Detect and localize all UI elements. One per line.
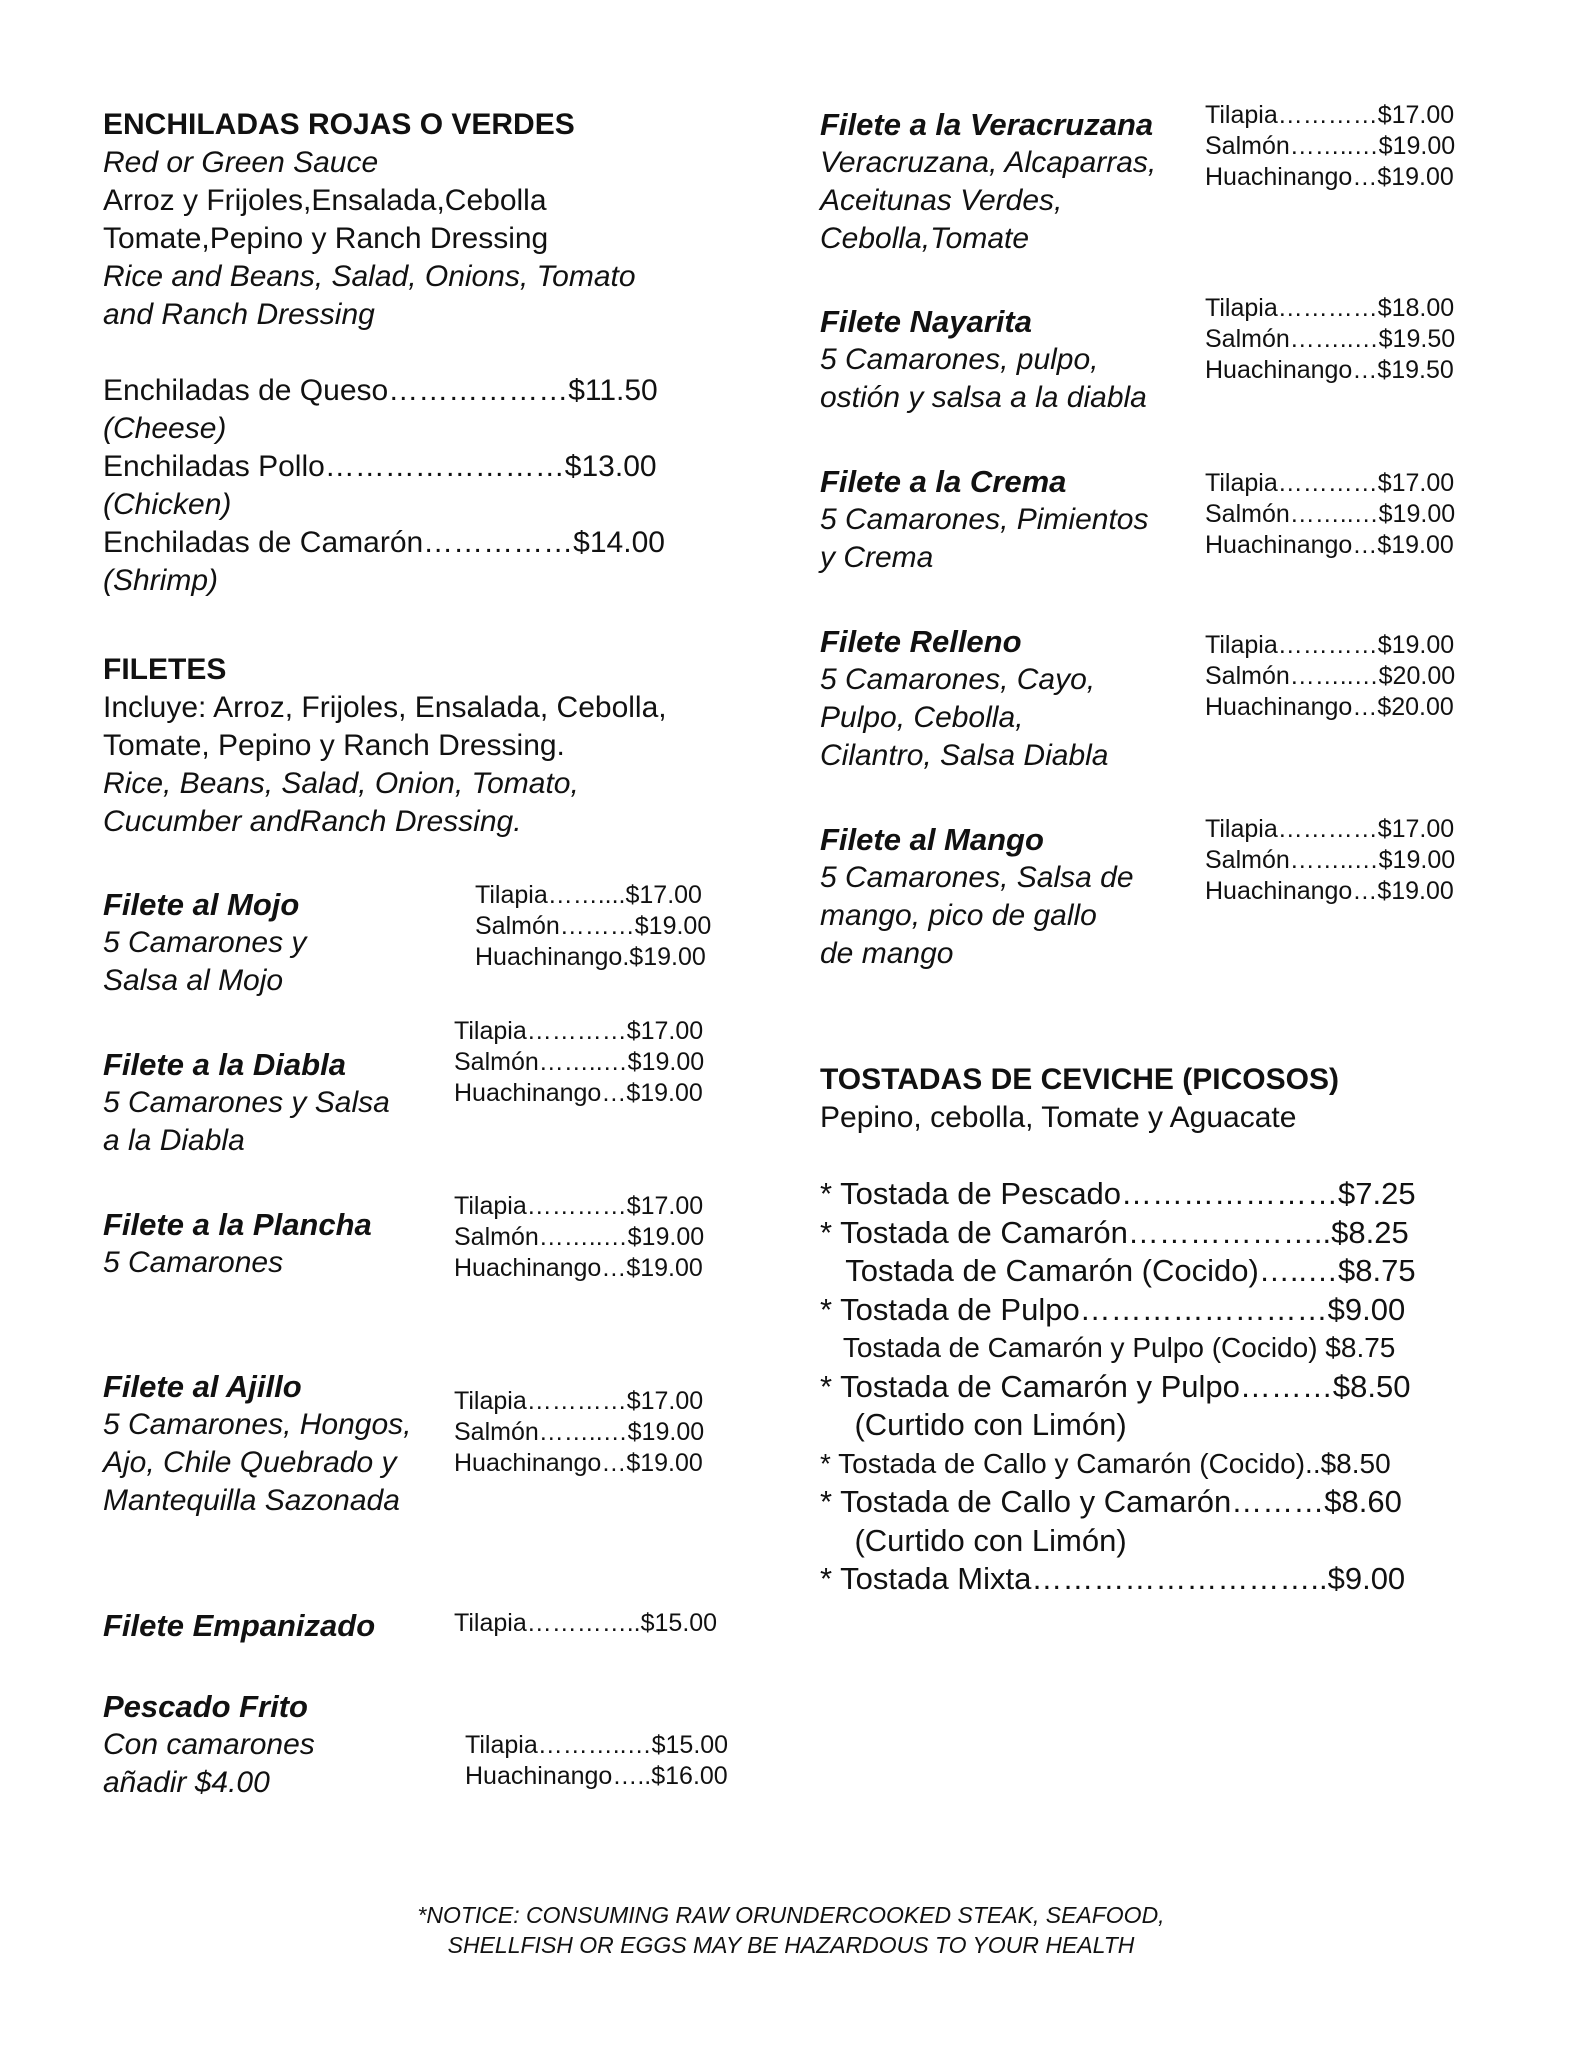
filete-item (103, 1206, 372, 1282)
filete-desc: 5 Camarones, pulpo, (820, 343, 1099, 376)
health-notice (0, 1900, 1582, 1960)
filete-desc: Veracruzana, Alcaparras, (820, 146, 1157, 179)
price-tilapia: Tilapia…………$17.00 (1205, 101, 1455, 129)
filetes-desc-es: Tomate, Pepino y Ranch Dressing. (103, 729, 565, 762)
filete-desc: Cilantro, Salsa Diabla (820, 739, 1109, 772)
filete-item (820, 821, 1134, 973)
tostada-item-note: (Curtido con Limón) (820, 1522, 1127, 1558)
price-huachinango: Huachinango…$19.00 (1205, 531, 1454, 559)
menu-item-translation: (Cheese) (103, 412, 227, 445)
tostada-item: * Tostada de Camarón y Pulpo………$8.50 (820, 1368, 1411, 1404)
tostadas-heading: TOSTADAS DE CEVICHE (PICOSOS) (820, 1063, 1339, 1096)
filete-item (103, 886, 306, 1000)
filete-item (103, 1607, 375, 1645)
price-salmon: Salmón……..…$19.00 (1205, 846, 1456, 874)
price-huachinango: Huachinango…$19.50 (1205, 356, 1454, 384)
price-tilapia: Tilapia……....$17.00 (475, 881, 702, 909)
filete-item (820, 106, 1156, 258)
filete-item (103, 1688, 315, 1802)
price-salmon: Salmón……..…$19.00 (454, 1223, 705, 1251)
filete-desc: Cebolla,Tomate (820, 222, 1030, 255)
tostada-item-note: (Curtido con Limón) (820, 1407, 1127, 1442)
filete-desc: 5 Camarones, Pimientos (820, 503, 1149, 536)
filete-title: Filete al Mojo (103, 887, 300, 922)
filete-prices (1205, 814, 1455, 907)
tostada-item: * Tostada de Callo y Camarón………$8.60 (820, 1484, 1402, 1519)
filete-desc: de mango (820, 937, 954, 970)
filete-desc: 5 Camarones, Hongos, (103, 1408, 412, 1441)
price-huachinango: Huachinango.$19.00 (475, 943, 706, 971)
menu-item-enchiladas-camaron: Enchiladas de Camarón……………$14.00 (103, 526, 665, 559)
price-salmon: Salmón………$19.00 (475, 912, 712, 940)
enchiladas-section (103, 106, 665, 600)
price-huachinango: Huachinango…$19.00 (454, 1254, 703, 1282)
price-salmon: Salmón……..…$19.50 (1205, 325, 1456, 353)
filete-title: Filete Nayarita (820, 304, 1032, 339)
enchiladas-desc-en: Rice and Beans, Salad, Onions, Tomato (103, 260, 636, 293)
enchiladas-desc-es: Arroz y Frijoles,Ensalada,Cebolla (103, 184, 547, 217)
filete-title: Filete al Ajillo (103, 1369, 302, 1404)
tostada-item: * Tostada de Camarón………………..$8.25 (820, 1214, 1409, 1250)
filete-prices (1205, 468, 1455, 561)
filetes-desc-es: Incluye: Arroz, Frijoles, Ensalada, Cebolla, (103, 691, 667, 724)
filetes-desc-en: Cucumber andRanch Dressing. (103, 805, 522, 838)
price-tilapia: Tilapia…………$17.00 (1205, 469, 1455, 497)
enchiladas-subtitle: Red or Green Sauce (103, 146, 379, 179)
notice-line: SHELLFISH OR EGGS MAY BE HAZARDOUS TO YOUR HEALTH (447, 1932, 1135, 1958)
filetes-section (103, 651, 667, 841)
price-huachinango: Huachinango…$19.00 (1205, 877, 1454, 905)
filete-desc: mango, pico de gallo (820, 899, 1097, 932)
price-huachinango: Huachinango…..$16.00 (465, 1762, 728, 1790)
filete-desc: 5 Camarones (103, 1246, 284, 1279)
price-tilapia: Tilapia………..…$15.00 (465, 1731, 729, 1759)
filete-title: Filete Relleno (820, 624, 1022, 659)
price-salmon: Salmón……..…$19.00 (1205, 500, 1456, 528)
filete-prices (454, 1016, 704, 1109)
filete-prices (454, 1608, 717, 1639)
price-salmon: Salmón……..…$19.00 (454, 1048, 705, 1076)
filete-title: Filete a la Crema (820, 464, 1067, 499)
filete-title: Pescado Frito (103, 1689, 308, 1724)
filetes-desc-en: Rice, Beans, Salad, Onion, Tomato, (103, 767, 579, 800)
filete-title: Filete a la Plancha (103, 1207, 372, 1242)
filete-item (820, 463, 1148, 577)
filete-title: Filete Empanizado (103, 1608, 376, 1643)
filete-prices (465, 1730, 728, 1792)
price-tilapia: Tilapia…………$19.00 (1205, 631, 1455, 659)
menu-item-enchiladas-pollo: Enchiladas Pollo……………………$13.00 (103, 450, 657, 483)
price-salmon: Salmón……..…$19.00 (454, 1418, 705, 1446)
price-tilapia: Tilapia…………$17.00 (454, 1192, 704, 1220)
filete-desc: Aceitunas Verdes, (820, 184, 1063, 217)
tostada-item: * Tostada de Pescado…………………$7.25 (820, 1176, 1416, 1211)
filete-item (103, 1368, 412, 1520)
tostada-item: * Tostada de Pulpo……………………$9.00 (820, 1291, 1406, 1327)
filete-title: Filete a la Veracruzana (820, 107, 1154, 142)
filete-desc: 5 Camarones, Salsa de (820, 861, 1134, 894)
filete-desc: y Crema (820, 541, 934, 574)
price-salmon: Salmón……..…$19.00 (1205, 132, 1456, 160)
price-huachinango: Huachinango…$19.00 (454, 1449, 703, 1477)
filetes-heading: FILETES (103, 653, 227, 686)
price-salmon: Salmón……..…$20.00 (1205, 662, 1456, 690)
price-tilapia: Tilapia…………$17.00 (1205, 815, 1455, 843)
filete-desc: 5 Camarones, Cayo, (820, 663, 1096, 696)
tostadas-section (820, 1061, 1339, 1137)
tostadas-desc: Pepino, cebolla, Tomate y Aguacate (820, 1101, 1297, 1134)
filete-item (820, 303, 1147, 417)
menu-item-translation: (Chicken) (103, 488, 232, 521)
filete-desc: Mantequilla Sazonada (103, 1484, 400, 1517)
filete-title: Filete al Mango (820, 822, 1044, 857)
price-huachinango: Huachinango…$19.00 (1205, 163, 1454, 191)
filete-desc: 5 Camarones y Salsa (103, 1086, 390, 1119)
enchiladas-desc-en: and Ranch Dressing (103, 298, 375, 331)
price-huachinango: Huachinango…$20.00 (1205, 693, 1454, 721)
tostada-item: Tostada de Camarón y Pulpo (Cocido) $8.75 (820, 1332, 1396, 1363)
filete-prices (454, 1191, 704, 1284)
tostada-item: * Tostada de Callo y Camarón (Cocido)..$8.50 (820, 1447, 1391, 1479)
filete-desc: 5 Camarones y (103, 926, 307, 959)
price-huachinango: Huachinango…$19.00 (454, 1079, 703, 1107)
filete-desc: añadir $4.00 (103, 1766, 270, 1799)
enchiladas-desc-es: Tomate,Pepino y Ranch Dressing (103, 222, 549, 255)
price-tilapia: Tilapia…………$17.00 (454, 1017, 704, 1045)
tostada-item: * Tostada Mixta………………………..$9.00 (820, 1561, 1406, 1596)
filete-prices (1205, 630, 1455, 723)
filete-item (103, 1046, 390, 1160)
menu-item-enchiladas-queso: Enchiladas de Queso………………$11.50 (103, 374, 658, 407)
filete-desc: Pulpo, Cebolla, (820, 701, 1024, 734)
filete-desc: ostión y salsa a la diabla (820, 381, 1147, 414)
filete-prices (454, 1386, 704, 1479)
enchiladas-heading: ENCHILADAS ROJAS O VERDES (103, 108, 575, 141)
filete-desc: Salsa al Mojo (103, 964, 284, 997)
filete-prices (475, 880, 711, 973)
notice-line: *NOTICE: CONSUMING RAW ORUNDERCOOKED STEAK, SEAFOOD, (417, 1902, 1165, 1928)
filete-desc: Ajo, Chile Quebrado y (103, 1446, 397, 1479)
filete-prices (1205, 100, 1455, 193)
filete-desc: a la Diabla (103, 1124, 245, 1157)
price-tilapia: Tilapia…………..$15.00 (454, 1609, 718, 1637)
filete-item (820, 623, 1108, 775)
price-tilapia: Tilapia…………$18.00 (1205, 294, 1455, 322)
filete-desc: Con camarones (103, 1728, 315, 1761)
price-tilapia: Tilapia…………$17.00 (454, 1387, 704, 1415)
tostada-item: Tostada de Camarón (Cocido)…..…$8.75 (820, 1253, 1416, 1288)
tostadas-list (820, 1175, 1416, 1599)
filete-prices (1205, 293, 1455, 386)
filete-title: Filete a la Diabla (103, 1047, 346, 1082)
menu-item-translation: (Shrimp) (103, 564, 219, 597)
